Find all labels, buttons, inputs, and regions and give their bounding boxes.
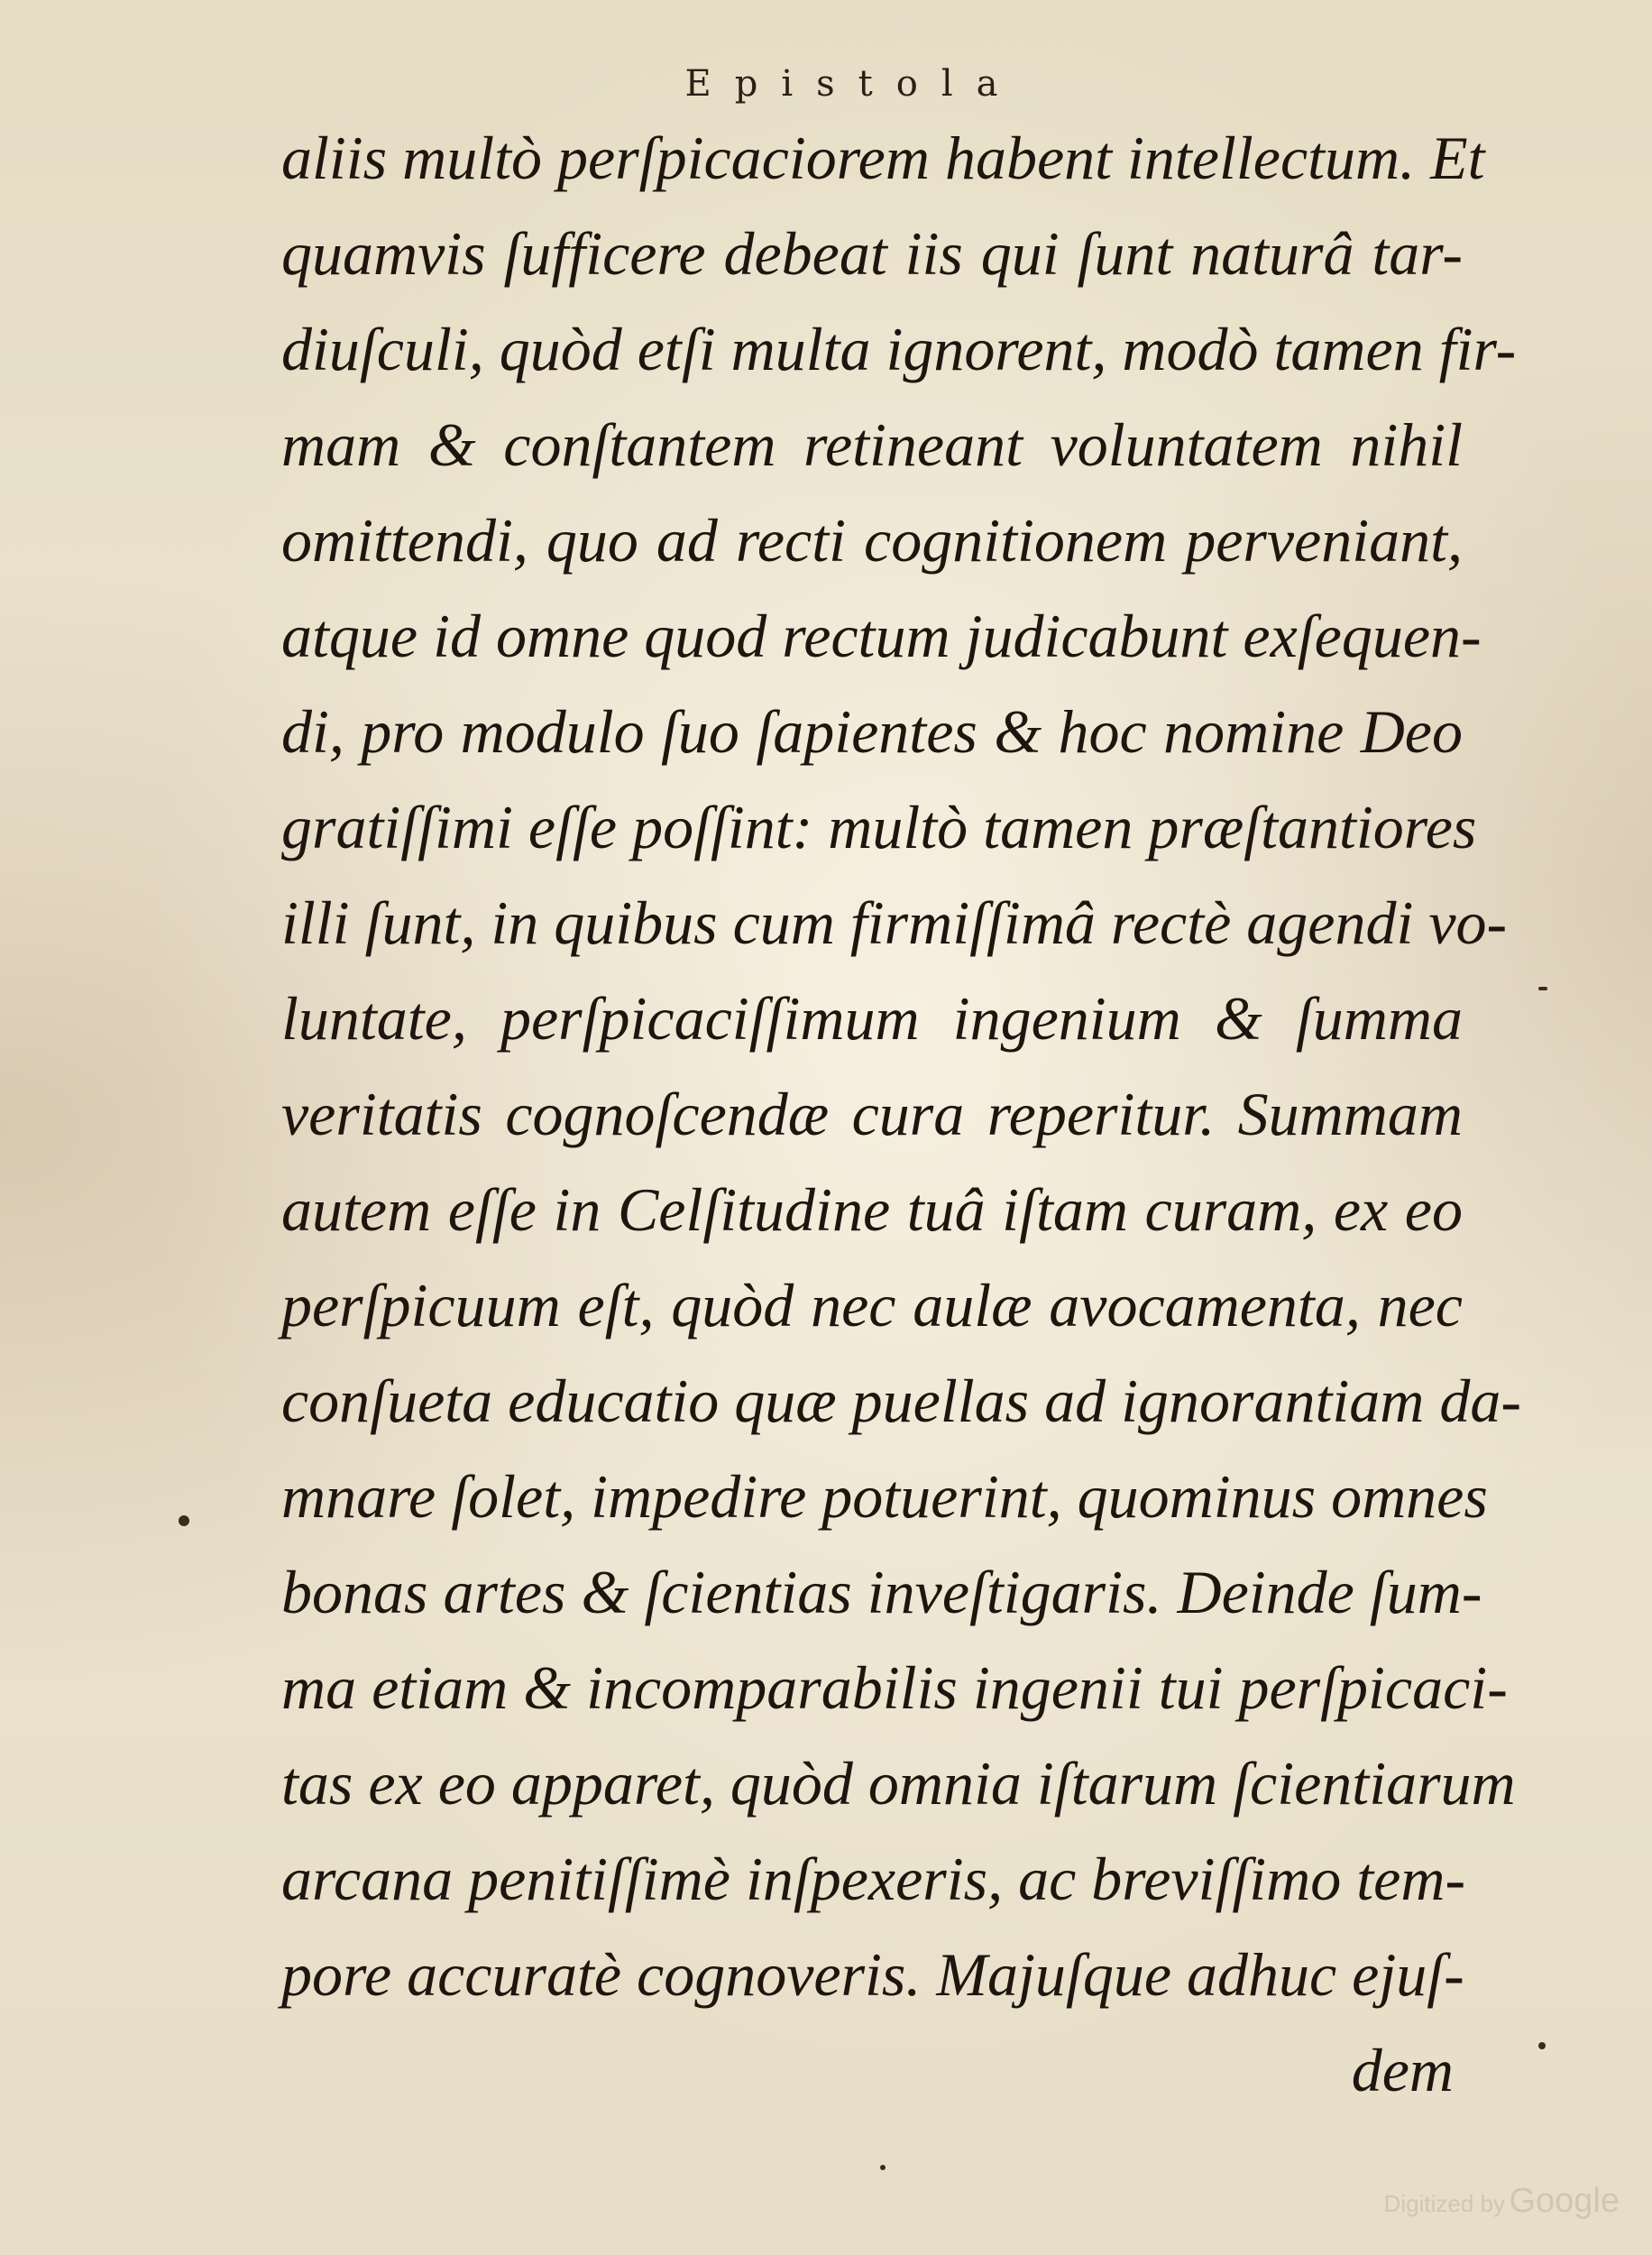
text-line: mam & conſtantem retineant voluntatem nihil xyxy=(281,410,1463,479)
paper-speck xyxy=(179,1515,189,1526)
text-line: aliis multò perſpicaciorem habent intellectum. Et xyxy=(281,124,1485,192)
text-line: ma etiam & incomparabilis ingenii tui perſpicaci- xyxy=(281,1653,1508,1722)
catchword: dem xyxy=(1351,2036,1454,2104)
text-line: quamvis ſufficere debeat iis qui ſunt naturâ tar- xyxy=(281,219,1463,288)
text-line: illi ſunt, in quibus cum firmiſſimâ rectè agendi vo- xyxy=(281,888,1508,957)
paper-speck xyxy=(1538,2042,1546,2049)
text-line: tas ex eo apparet, quòd omnia iſtarum ſcientiarum xyxy=(281,1749,1516,1818)
text-line: arcana penitiſſimè inſpexeris, ac breviſſimo tem- xyxy=(281,1845,1466,1913)
digitization-watermark xyxy=(1384,2182,1620,2221)
text-line: atque id omne quod rectum judicabunt exſequen- xyxy=(281,602,1482,670)
text-line: omittendi, quo ad recti cognitionem perveniant, xyxy=(281,506,1463,575)
text-line: gratiſſimi eſſe poſſint: multò tamen præſtantiores xyxy=(281,793,1477,861)
running-head: Epistola xyxy=(684,63,1022,105)
text-line: pore accuratè cognoveris. Majuſque adhuc ejuſ- xyxy=(281,1940,1464,2009)
body-text xyxy=(281,110,1521,2118)
paper-speck xyxy=(880,2165,886,2170)
paper-speck xyxy=(1538,987,1547,990)
text-line: veritatis cognoſcendæ cura reperitur. Summam xyxy=(281,1080,1463,1148)
text-line: autem eſſe in Celſitudine tuâ iſtam curam, ex eo xyxy=(281,1175,1463,1244)
watermark-prefix: Digitized by xyxy=(1383,2190,1505,2217)
text-line: conſueta educatio quæ puellas ad ignorantiam da- xyxy=(281,1367,1521,1435)
text-line: bonas artes & ſcientias inveſtigaris. Deinde ſum- xyxy=(281,1558,1482,1626)
watermark-brand: Google xyxy=(1509,2182,1620,2220)
text-line: mnare ſolet, impedire potuerint, quominus omnes xyxy=(281,1462,1488,1531)
text-line: luntate, perſpicaciſſimum ingenium & ſumma xyxy=(281,984,1463,1053)
text-line: perſpicuum eſt, quòd nec aulæ avocamenta, nec xyxy=(281,1271,1463,1339)
text-line: diuſculi, quòd etſi multa ignorent, modò tamen fir- xyxy=(281,315,1517,383)
text-line: di, pro modulo ſuo ſapientes & hoc nomine Deo xyxy=(281,697,1463,766)
